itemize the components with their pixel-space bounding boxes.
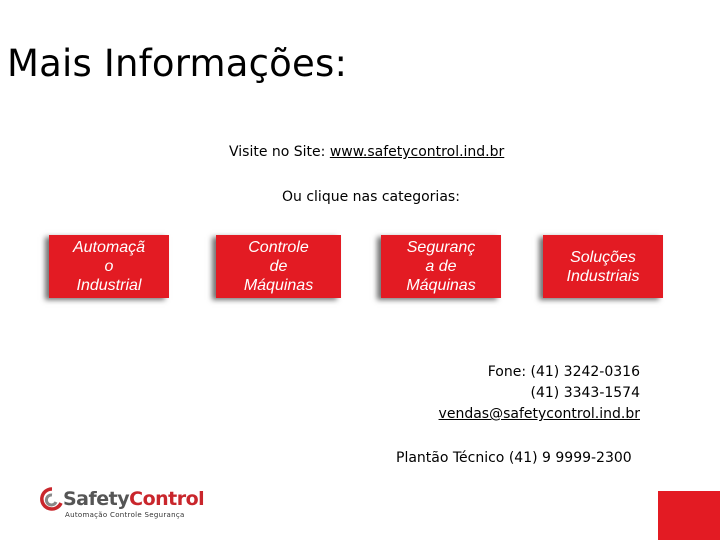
category-seguranca-maquinas-button[interactable]: Seguranç a de Máquinas bbox=[381, 235, 501, 298]
phone-secondary: (41) 3343-1574 bbox=[530, 385, 640, 401]
visit-site-label: Visite no Site: bbox=[229, 144, 330, 160]
plantao-tecnico: Plantão Técnico (41) 9 9999-2300 bbox=[396, 450, 632, 466]
safety-control-logo-icon bbox=[40, 487, 64, 513]
category-controle-maquinas-button[interactable]: Controle de Máquinas bbox=[216, 235, 341, 298]
company-logo bbox=[40, 487, 205, 527]
website-link[interactable]: www.safetycontrol.ind.br bbox=[329, 144, 505, 160]
logo-name: SafetyControl bbox=[63, 488, 205, 510]
visit-site-line bbox=[229, 144, 504, 160]
logo-tagline: Automação Controle Segurança bbox=[65, 511, 185, 519]
categories-prompt: Ou clique nas categorias: bbox=[282, 189, 460, 205]
page-title: Mais Informações: bbox=[7, 42, 348, 85]
email-link[interactable]: vendas@safetycontrol.ind.br bbox=[438, 406, 640, 422]
phone-primary: Fone: (41) 3242-0316 bbox=[487, 364, 640, 380]
contact-block bbox=[439, 362, 640, 425]
category-automacao-industrial-button[interactable]: Automaçã o Industrial bbox=[49, 235, 169, 298]
corner-accent-block bbox=[658, 491, 720, 540]
category-solucoes-industriais-button[interactable]: Soluções Industriais bbox=[543, 235, 663, 298]
